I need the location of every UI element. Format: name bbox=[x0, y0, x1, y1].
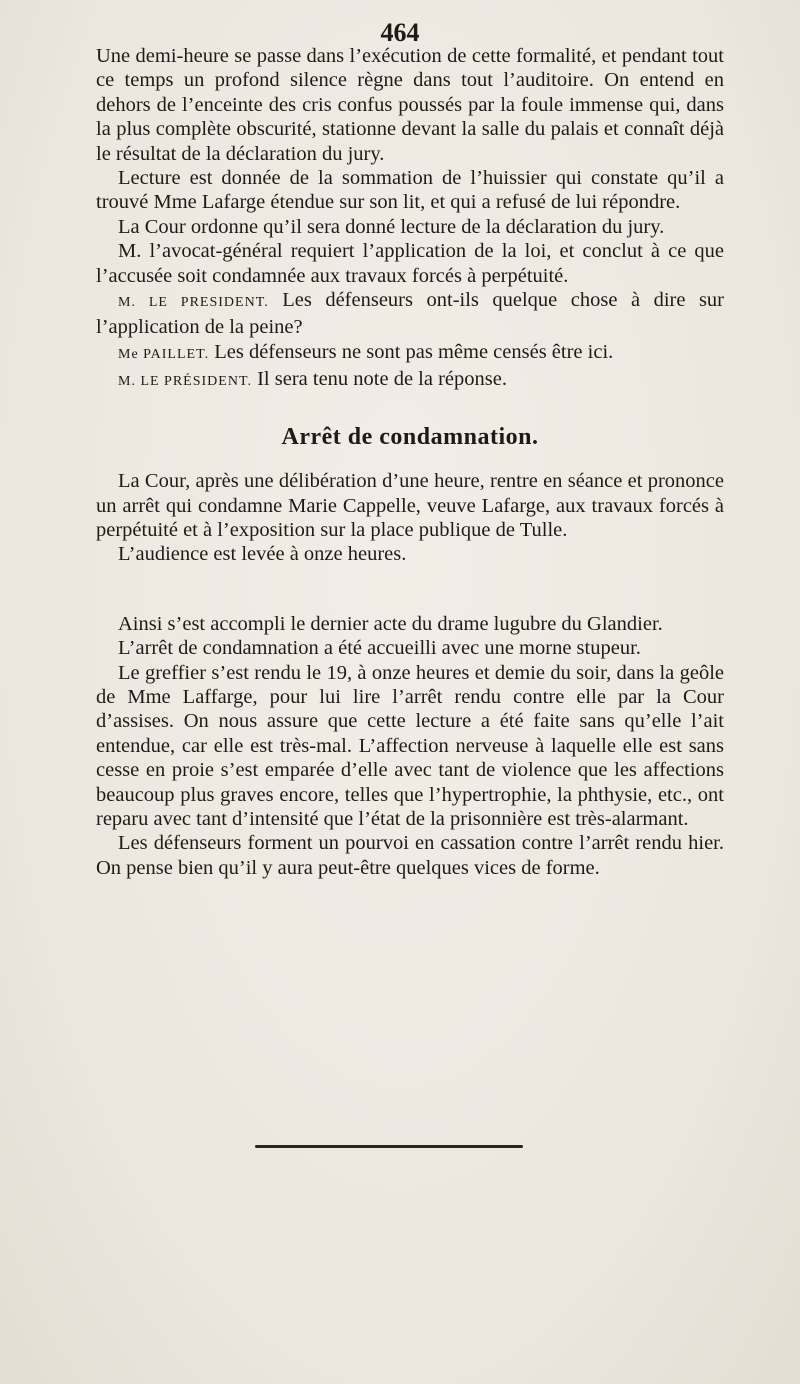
dialogue-text: Il sera tenu note de la réponse. bbox=[257, 368, 507, 391]
paragraph-9: L’audience est levée à onze heures. bbox=[118, 543, 407, 566]
page-text bbox=[96, 44, 724, 880]
paragraph-3: La Cour ordonne qu’il sera donné lecture de la déclaration du jury. bbox=[118, 215, 665, 238]
end-rule bbox=[255, 1145, 523, 1148]
dialogue-president-1 bbox=[96, 288, 724, 340]
dialogue-president-2 bbox=[96, 367, 724, 394]
paragraph-11: L’arrêt de condamnation a été accueilli avec une morne stupeur. bbox=[118, 637, 641, 660]
paragraph-13: Les défenseurs forment un pourvoi en cassation contre l’arrêt rendu hier. On pense bien qu’il y aura peut-être quelques vices de forme. bbox=[96, 832, 724, 879]
paragraph-10: Ainsi s’est accompli le dernier acte du drame lugubre du Glandier. bbox=[118, 612, 663, 635]
paragraph-8: La Cour, après une délibération d’une heure, rentre en séance et prononce un arrêt qui condamne Marie Cappelle, veuve Lafarge, aux travaux forcés à perpétuité et à l’exposition sur la place publique de Tulle. bbox=[96, 470, 724, 541]
section-heading: Arrêt de condamnation. bbox=[281, 423, 539, 450]
speaker-paillet: Me PAILLET. bbox=[118, 346, 210, 362]
speaker-president: M. LE PRESIDENT. bbox=[118, 295, 269, 311]
section-gap bbox=[96, 567, 724, 612]
speaker-president: M. LE PRÉSIDENT. bbox=[118, 374, 252, 390]
dialogue-paillet bbox=[96, 340, 724, 367]
paragraph-12: Le greffier s’est rendu le 19, à onze heures et demie du soir, dans la geôle de Mme Laffarge, pour lui lire l’arrêt rendu contre elle par la Cour d’assises. On nous assure que cette lecture a été faite sans qu’elle l’ait entendue, car elle est très-mal. L’affection nerveuse à laquelle elle est sans cesse en proie s’est emparée d’elle avec tant de violence que les affections beaucoup plus graves encore, telles que l’hypertrophie, la phthysie, etc., ont reparu avec tant d’intensité que l’état de la prisonnière est très-alarmant. bbox=[96, 661, 724, 830]
paragraph-2: Lecture est donnée de la sommation de l’huissier qui constate qu’il a trouvé Mme Lafarge étendue sur son lit, et qui a refusé de lui répondre. bbox=[96, 167, 724, 214]
paragraph-1: Une demi-heure se passe dans l’exécution de cette formalité, et pendant tout ce temps un profond silence règne dans tout l’auditoire. On entend en dehors de l’enceinte des cris confus poussés par la foule immense qui, dans la plus complète obscurité, stationne devant la salle du palais et connaît déjà le résultat de la déclaration du jury. bbox=[96, 45, 724, 165]
paragraph-4: M. l’avocat-général requiert l’application de la loi, et conclut à ce que l’accusée soit condamnée aux travaux forcés à perpétuité. bbox=[96, 240, 724, 287]
dialogue-text: Les défenseurs ne sont pas même censés être ici. bbox=[214, 340, 614, 363]
dialogue-text: Les défenseurs ont-ils quelque chose à dire sur l’application de la peine? bbox=[96, 289, 724, 339]
page-number: 464 bbox=[380, 18, 420, 47]
